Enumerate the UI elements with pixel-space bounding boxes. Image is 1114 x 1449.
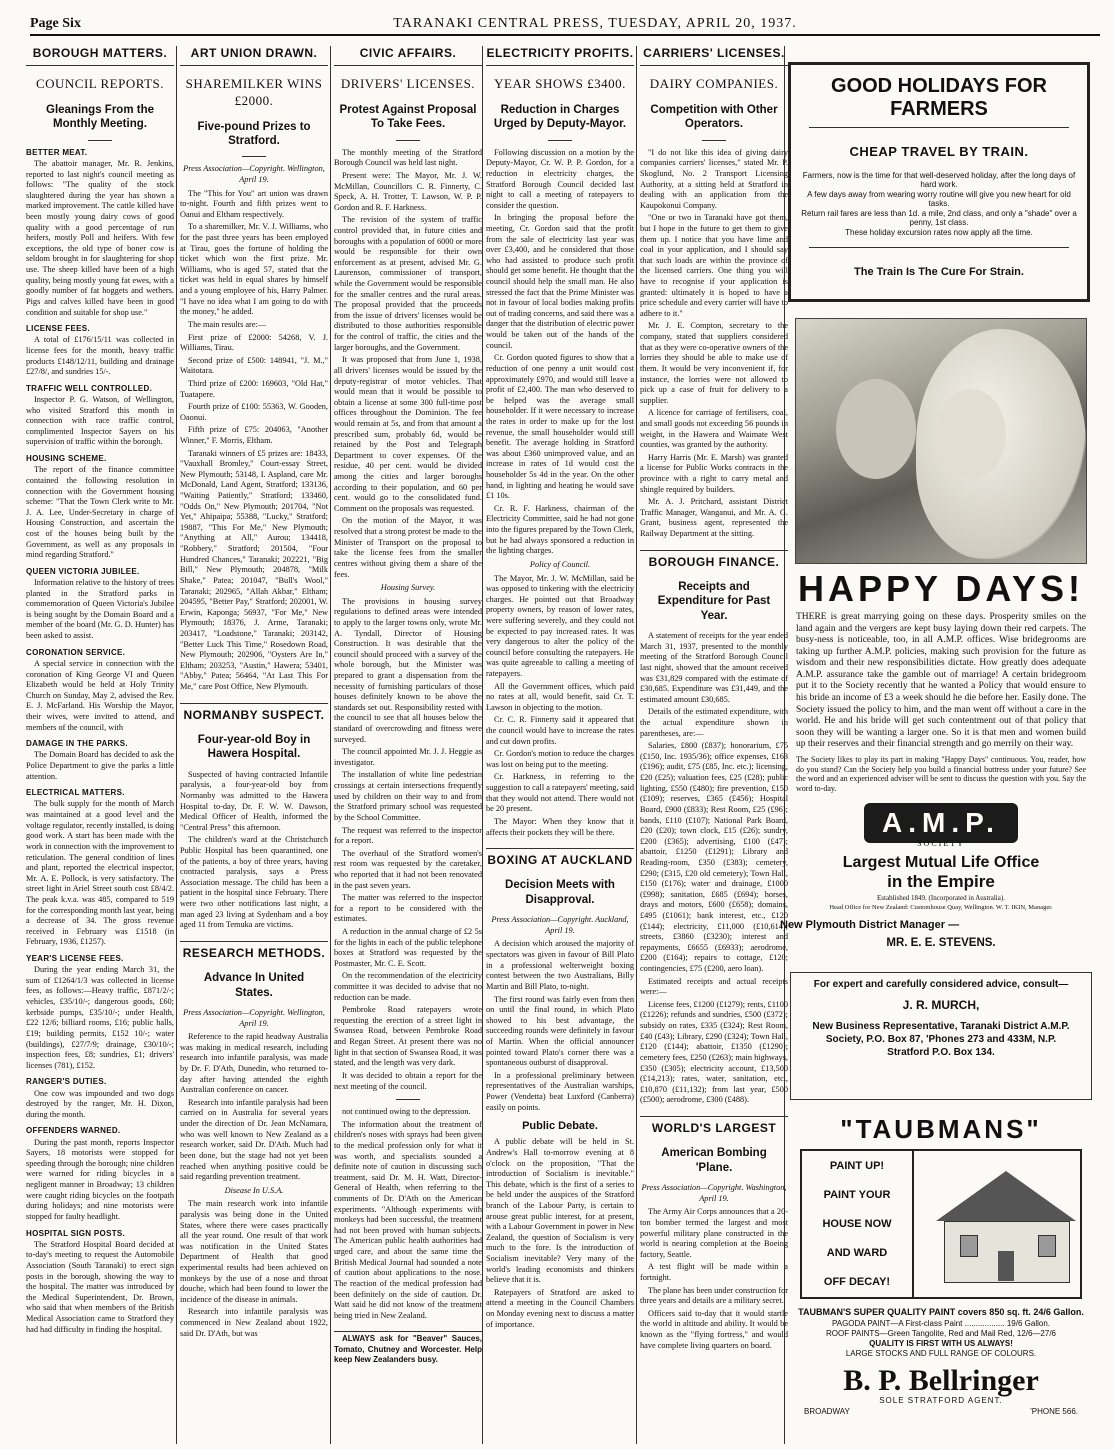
section-header: NORMANBY SUSPECT.	[183, 707, 325, 722]
article-subhead: COUNCIL REPORTS.	[35, 76, 165, 92]
article-break	[486, 848, 634, 849]
divider	[396, 140, 420, 141]
paragraph: It was proposed that from June 1, 1938, all drivers' licenses would be issued by the deputy-registrar of motor vehicles. That would mean that it would be possible to obtain a license at some 300 full-time post offices throughout the Dominion. The fee would remain at 5s, and from that amount a prescribed sum, probably 6d, would be retained by the Post and Telegraph Department to cover expenses. Of the residue, 40 per cent. would be divided among the cities and larger boroughs according to their population, and 60 per cent. would go to the consolidated fund. Comment on the proposals was requested.	[334, 355, 482, 513]
paragraph: In a professional preliminary between representatives of the Australian warships, Power (Vendetta) beat Luxford (Canberra) easily on points.	[486, 1070, 634, 1112]
section-subhead: CORONATION SERVICE.	[26, 647, 126, 657]
article-break	[334, 1331, 482, 1332]
divider	[702, 140, 726, 141]
article-body	[486, 574, 634, 839]
masthead	[30, 6, 1100, 36]
paragraph: Cr. C. R. Finnerty said it appeared that the council would have to increase the rates and cut down profits.	[486, 715, 634, 746]
advert-title: GOOD HOLIDAYS FOR FARMERS	[831, 75, 1047, 120]
paragraph: The revision of the system of traffic control provided that, in future cities and boroughs with a population of 6000 or more would be responsible for their own enforcement as at present, advised Mr. G. Laurenson, commissioner of transport, while the Government would be responsible for the smaller centres and the rural areas. The proposal provided that the proceeds from the issue of drivers' licenses would be distributed to those authorities responsible for the control of traffic, the cities and the larger boroughs, and the Government.	[334, 215, 482, 352]
section-header: CARRIERS' LICENSES.	[640, 44, 788, 66]
article-headline: Competition with Other Operators.	[650, 103, 778, 131]
paragraph: The installation of white line pedestrian crossings at certain intersections frequently used by children on their way to and from the Stratford primary school was requested by the School Committee.	[334, 770, 482, 822]
divider	[809, 127, 1069, 128]
slogan-line: HOUSE NOW	[822, 1217, 892, 1230]
section-subhead: ELECTRICAL MATTERS.	[26, 788, 125, 798]
article-body	[180, 189, 328, 693]
paragraph: A special service in connection with the coronation of King George VI and Queen Elizabeth would be held at Holy Trinity Church on Sunday, May 2, advised the Rev. E. J. McFarland. His Worship the Mayor, their wives, were invited to attend, and members of the council, with	[26, 658, 174, 732]
paragraph: Details of the estimated expenditure, with the actual expenditure shown in parentheses, are:—	[640, 707, 788, 738]
paragraph: On the motion of the Mayor, it was resolved that a strong protest be made to the Minister of Transport on the proposal to take the license fees from the smaller centres without giving them a share of the fees.	[334, 516, 482, 579]
paragraph: Second prize of £500: 148941, "J. M.," Waitotara.	[180, 355, 328, 376]
slogan-line: OFF DECAY!	[823, 1276, 891, 1289]
section-subhead: RANGER'S DUTIES.	[26, 1077, 107, 1087]
paragraph: The plane has been under construction for three years and details are a military secret.	[640, 1285, 788, 1306]
paragraph: The first round was fairly even from then on until the final round, in which Plato showed to his best advantage, the succeeding rounds were definitely in favour of Martin. When the official announcer pointed toward Plato's corner there was a spontaneous outburst of disapproval.	[486, 994, 634, 1068]
paragraph: Taranaki winners of £5 prizes are: 18433, "Vauxhall Bromley," Court-essay Street, New Plymouth; 53148, I. Aspland, care Mr. McDonald, Land Agent, Stratford; 133136, "Waiting Patiently," Stratford; 133460, "Odds On," New Plymouth; 201704, "Not Yet," Ahipaipa; 55388, "Lucky," Stratford; 19887, "This For Me," New Plymouth; "Anything at All," Aurou; 134418, "Robbery," Stratford; 201504, "Four Hundred Chances," Taranaki; 202221, "Big Bill," New Plymouth; 204878, "Milk Shake," Patea; 201047, "Bull's Wool," Taranaki; 202965, "Allah Akbar," Eltham; 204595, "Better Pay," Stratford; 202001, W. Erwin, Kaponga; 56937, "For Me," New Plymouth; 18376, J. Arme, Taranaki; 203417, "Loadstone," Taranaki; 203142, "Better Luck This Time," Rosedown Road, New Plymouth; 202906, "Oysters Are In," Eltham; 203253, "Austin," Hawera; 53401, "Abby," Patea; 56464, "At Last This For Me," care Post Office, New Plymouth.	[180, 448, 328, 691]
section-subhead: DAMAGE IN THE PARKS.	[26, 739, 128, 749]
article-headline: Reduction in Charges Urged by Deputy-Mayor.	[493, 103, 627, 131]
divider	[548, 140, 572, 141]
advert-line: These holiday excursion rates now apply all the time.	[845, 228, 1033, 237]
paragraph: Ratepayers of Stratford are asked to attend a meeting in the Council Chambers on Monday evening next to discuss a matter of importance.	[486, 1287, 634, 1329]
advert-line: Society, P.O. Box 87, 'Phones 273 and 433M, N.P.	[825, 1034, 1057, 1045]
advert-line: LARGE STOCKS AND FULL RANGE OF COLOURS.	[845, 1349, 1037, 1358]
column-civic-affairs	[334, 44, 482, 1444]
paragraph: The report of the finance committee contained the following resolution in connection with the Government housing scheme: "That the Town Clerk write to Mr. J. A. Lee, Under-Secretary in charge of Housing Construction, and ascertain the cost of the houses being built by the Government, as well as any proposals in mind regarding Stratford."	[26, 465, 174, 560]
paragraph: Pembroke Road ratepayers wrote requesting the erection of a street light in Swansea Road, between Pembroke Road and Regan Street. At present there was no light in that section of Swansea Road, it was stated, and the length was very dark.	[334, 1005, 482, 1068]
article-headline: Public Debate.	[522, 1120, 598, 1133]
house-roof	[936, 1171, 1076, 1221]
holidays-advert	[788, 62, 1090, 302]
byline: Press Association—Copyright. Auckland, April 19.	[491, 915, 629, 935]
article-subhead: Policy of Council.	[529, 559, 591, 569]
article-body	[640, 148, 788, 540]
advert-phone: 'PHONE 566.	[1030, 1407, 1078, 1416]
advert-tagline: Largest Mutual Life Office	[842, 854, 1040, 872]
article-body	[486, 148, 634, 557]
advert-slogan	[800, 1149, 912, 1299]
article-body	[334, 1107, 482, 1321]
taubmans-advert	[790, 1114, 1092, 1434]
article-subhead: YEAR SHOWS £3400.	[494, 76, 626, 92]
advert-footer	[804, 1407, 1078, 1416]
byline: Press Association—Copyright. Wellington, April 19.	[183, 164, 325, 184]
paragraph: Cr. R. F. Harkness, chairman of the Electricity Committee, said he had not gone into the figures prepared by the Town Clerk, but he had always sponsored a reduction in the lighting charges.	[486, 503, 634, 556]
paragraph: The children's ward at the Christchurch Public Hospital has been quarantined, one of the patients, a boy of three years, having contracted paralysis, says a Press Association message. The child has been a patient in the hospital since February. There were two other notifications last night, a man aged 23 living at Sydenham and a boy aged 11 from Temuka are victims.	[180, 835, 328, 930]
divider	[809, 247, 1069, 248]
paragraph: During the past month, reports Inspector Sayers, 18 motorists were stopped for speeding through the borough; nine children were warned for riding bicycles in a negligent manner in Broadway; 13 children were caught riding bicycles on the footpath during holidays; and nine motorists were stopped for faulty headlight.	[26, 1137, 174, 1221]
slogan-line: PAINT YOUR	[823, 1188, 891, 1201]
section-header: BOROUGH FINANCE.	[648, 554, 780, 569]
article-subhead: SHAREMILKER WINS £2000.	[185, 76, 323, 108]
paragraph: The Mayor: When they know that it affects their pockets they will be there.	[486, 816, 634, 837]
house-door	[998, 1251, 1014, 1281]
paragraph: The Army Air Corps announces that a 20-ton bomber termed the largest and most powerful military plane constructed in the world is nearing completion at the Boeing factory, Seattle.	[640, 1207, 788, 1259]
divider	[242, 156, 266, 157]
column-rule	[330, 46, 331, 1444]
article-headline: Gleanings From the Monthly Meeting.	[46, 103, 154, 131]
paragraph: A reduction in the annual charge of £2 5s for the lights in each of the public telephone boxes at Stratford was requested by the Postmaster, Mr. C. E. Scott.	[334, 927, 482, 968]
article-body	[640, 1207, 788, 1351]
amp-logo: A.M.P.	[864, 803, 1018, 843]
paragraph: Cr. Gordon quoted figures to show that a reduction of one penny a unit would cost approximately £970, and would still leave a profit of £2,400. The man who deserved to be helped was the average small householder. If it were necessary to increase the rates in order to make up for the lost revenue, the small householder would still benefit. The average holding in Stratford was about £360 unimproved value, and an increase in rates of 1d would cost the householder 5s 4d in the year. On the other hand, in lighting and heating he would save £1 10s.	[486, 353, 634, 501]
paragraph: Fourth prize of £100: 55363, W. Gooden, Oaonui.	[180, 402, 328, 422]
slogan-line: AND WARD	[826, 1247, 888, 1260]
article-break	[180, 941, 328, 942]
paragraph: Cr. Harkness, in referring to the suggestion to call a ratepayers' meeting, said that they would not attend. There would not be 20 present.	[486, 772, 634, 814]
paragraph: The request was referred to the inspector for a report.	[334, 825, 482, 846]
paragraph: Reference to the rapid headway Australia was making in medical research, including research into infantile paralysis, was made by Dr. F. D'Ath, Dunedin, who returned to-day after having attended the eighth Australian conference on cancer.	[180, 1032, 328, 1095]
advert-agent: SOLE STRATFORD AGENT.	[879, 1396, 1003, 1405]
advert-illustration-box	[800, 1149, 1082, 1299]
house-window	[960, 1235, 978, 1257]
article-body	[334, 148, 482, 580]
paragraph: The Mayor, Mr. J. W. McMillan, said he was opposed to tinkering with the electricity charges. He pointed out that Broadway property owners, by reason of lower rates, were suffering severely, and they could not be expected to pay increased rates. It was very dangerous to alter the policy of the council before consulting the ratepayers. He was quite agreeable to calling a meeting of ratepayers.	[486, 573, 634, 678]
advert-tagline: in the Empire	[887, 872, 995, 892]
newspaper-title: TARANAKI CENTRAL PRESS, TUESDAY, APRIL 20, 1937.	[393, 16, 797, 31]
divider	[396, 1099, 420, 1100]
paragraph: The monthly meeting of the Stratford Borough Council was held last night.	[334, 147, 482, 168]
sauce-advert: ALWAYS ask for "Beaver" Sauces, Tomato, Chutney and Worcester. Help keep New Zealanders busy.	[334, 1334, 482, 1364]
column-art-union	[180, 44, 328, 1444]
advert-street: BROADWAY	[804, 1407, 850, 1416]
article-subhead: Housing Survey.	[380, 583, 436, 593]
advert-line: Return rail fares are less than 1d. a mile, 2nd class, and only a "shade" over a penny, 1st class.	[801, 209, 1077, 227]
paragraph: Suspected of having contracted Infantile paralysis, a four-year-old boy from Normanby was admitted to the Hawera Hospital to-day, Dr. F. W. W. Dawson, Medical Officer of Health, informed the "Central Press" this afternoon.	[180, 769, 328, 832]
advert-line: QUALITY IS FIRST WITH US ALWAYS!	[869, 1339, 1013, 1348]
paragraph: Mr. A. J. Pritchard, assistant District Traffic Manager, Wanganui, and Mr. A. G. Grant, business agent, represented the Railway Department at the sitting.	[640, 497, 788, 539]
paragraph: Present were: The Mayor, Mr. J. W. McMillan, Councillors C. R. Finnerty, C. Speck, A. H. Trotter, T. Lawson, W. P. P. Gordon and R. F. Harkness.	[334, 170, 482, 212]
paragraph: The "This for You" art union was drawn to-night. Fourth and fifth prizes went to Oanui and Eltham respectively.	[180, 188, 328, 219]
paragraph: The Domain Board has decided to ask the Police Department to give the parks a little attention.	[26, 750, 174, 781]
advert-title: "TAUBMANS"	[840, 1114, 1042, 1144]
paragraph: The overhaul of the Stratford women's rest room was requested by the caretaker, who reported that it had not been renovated in the past seven years.	[334, 848, 482, 890]
article-break	[180, 703, 328, 704]
section-subhead: HOUSING SCHEME.	[26, 454, 107, 464]
paragraph: Cr. Gordon's motion to reduce the charges was lost on being put to the meeting.	[486, 749, 634, 769]
paragraph: To a sharemilker, Mr. V. J. Williams, who for the past three years has been employed at Tirau, goes the fortune of holding the ticket which won the first prize. Mr. Williams, who is aged 57, stated that the ticket was held in equal shares by himself and a young employee of his, Harry Palmer. "I have no idea what I am going to do with the money," he added.	[180, 222, 328, 317]
paragraph: One cow was impounded and two dogs destroyed by the ranger, Mr. H. Dixon, during the month.	[26, 1088, 174, 1119]
paragraph: Mr. J. E. Compton, secretary to the company, stated that suppliers considered that as they were co-operative owners of the lorries they should be able to make use of them. It would be very inconvenient if, for instance, the lorries were not allowed to pick up a case of fruit for delivery to a supplier.	[640, 321, 788, 405]
article-subhead: Disease In U.S.A.	[224, 1185, 284, 1195]
paragraph: All the Government offices, which paid no rates at all, would benefit, said Cr. T. Lawson in objecting to the motion.	[486, 681, 634, 712]
section-header: ELECTRICITY PROFITS.	[486, 44, 634, 66]
article-headline: Protest Against Proposal To Take Fees.	[339, 103, 477, 131]
paragraph: A licence for carriage of fertilisers, coal, and small goods not exceeding 56 pounds in weight, in the Hawera and Waimate West counties, was granted by the authority.	[640, 408, 788, 450]
byline: Press Association—Copyright. Washington, April 19.	[641, 1183, 787, 1203]
advert-line: Stratford P.O. Box 134.	[887, 1047, 995, 1058]
divider	[88, 140, 112, 141]
column-electricity-profits	[486, 44, 634, 1444]
article-subhead: DAIRY COMPANIES.	[649, 76, 779, 92]
paragraph: Fifth prize of £75: 204063, "Another Winner," F. Morris, Eltham.	[180, 425, 328, 445]
paragraph: Following discussion on a motion by the Deputy-Mayor, Cr. W. P. P. Gordon, for a reduction in electricity charges, the Stratford Borough Council decided last night to call a meeting of ratepayers to consider the question.	[486, 147, 634, 210]
article-body	[180, 1032, 328, 1183]
paragraph: On the recommendation of the electricity committee it was decided to advise that no reduction can be made.	[334, 971, 482, 1002]
page-number: Page Six	[30, 16, 81, 31]
article-sections	[26, 148, 174, 1335]
article-body	[486, 939, 634, 1113]
paragraph: A total of £176/15/11 was collected in license fees for the month, heavy traffic products £148/12/11, building and drainage £27/8/, and sundries 15/-.	[26, 335, 174, 377]
article-body	[334, 597, 482, 1092]
paragraph: "One or two in Taranaki have got them, but I hope in the future to get them to give them up. I notice that you have lime and coal in your application, and I should say that such loads are within the province of the licensed carriers. One thing you will have to recognise if your application is granted: ultimately it is hoped to have a price schedule and every carrier will have to adhere to it."	[640, 213, 788, 318]
wedding-couple-photo	[795, 318, 1087, 564]
advert-line: PAGODA PAINT—A First-class Paint .................. 19/6 Gallon.	[832, 1319, 1050, 1328]
paragraph: The Stratford Hospital Board decided at to-day's meeting to request the Automobile Association (South Taranaki) to erect sign posts in the borough, showing the way to the hospital. The matter was introduced by the Medical Superintendent, Dr. Brown, who said that when members of the British Medical Association came to Stratford they had had difficulty in finding the hospital.	[26, 1239, 174, 1334]
paragraph: It was decided to obtain a report for the next meeting of the council.	[334, 1070, 482, 1091]
paragraph: Research into infantile paralysis was commenced in New Zealand about 1922, said Dr. D'Ath, but was	[180, 1307, 328, 1338]
murch-advert	[790, 972, 1092, 1100]
advert-body: THERE is great marrying going on these days. Prosperity smiles on the land again and the vergers are kept busy laying down their red carpets. The busy-ness is noticeable, too, in all A.M.P. offices. Wise bridegrooms are taking up further A.M.P. policies, making such provision for the future as wisdom and their new responsibilities dictate. How greatly does adequate A.M.P. assurance take the gamble out of marriage! A certain bridegroom put it to the Society recently that he wanted a Policy that would ensure to his bride an income of £3 a week should he die before her. Easily done. The Society issued the policy to him, and the man went off without a care in the world. He and his bride will get such contentment out of that policy that soon they will be wanting a larger one. So it is that men and women build up their reserves and their financial strength and go merrily on their way.	[796, 612, 1086, 750]
advert-small-print: The Society likes to play its part in making "Happy Days" continuous. You, reader, how do you stand? Can the Society help you build a financial buttress under your future? See the word and an experienced adviser will be sent to discuss the question with you. Say the word to-day.	[796, 754, 1086, 793]
advert-line: ROOF PAINTS—Green Tangolite, Red and Mail Red, 12/6—27/6	[825, 1329, 1057, 1338]
article-headline: Decision Meets with Disapproval.	[505, 879, 615, 906]
paragraph: The information about the treatment of children's noses with sprays had been given to the medical profession only for what it was worth, and specialists sounded a definite note of caution in discussing such treatment, said Dr. M. H. Watt, Director-General of Health, when referring to the comments of Dr. D'Ath on the American experiments. "Although experiments with monkeys had been successful, the treatment had not been proved with human subjects. The American public health authorities had urged care, and about the same time the British Medical Journal had sounded a note of caution about applications to the nose. The reaction of the medical profession had been definitely on the side of caution. Dr. Watt said he did not know of the treatment being tried in New Zealand.	[334, 1119, 482, 1320]
byline: Press Association—Copyright. Wellington, April 19.	[183, 1007, 325, 1028]
article-body	[180, 1199, 328, 1339]
house-window	[1038, 1235, 1056, 1257]
paragraph: The matter was referred to the inspector for a report to be considered with the estimates.	[334, 893, 482, 924]
advert-line: Farmers, now is the time for that well-deserved holiday, after the long days of hard work.	[802, 171, 1076, 189]
paragraph: A statement of receipts for the year ended March 31, 1937, presented to the monthly meeting of the Stratford Borough Council last night, showed that the amount received was £31,829 compared with the estimate of £30,685. Expenditure was £31,449, and the estimated amount £30,685.	[640, 631, 788, 704]
paragraph: License fees, £1200 (£1279); rents, £1100 (£1226); refunds and sundries, £500 (£372); subsidy on rates, £335 (£324); Rest Room, £40 (£43); Library, £290 (£324); Town Hall, £120 (£144); abattoir, £1350 (£1290); cemetery fees, £250 (£263); main highways, £350 (£305); electricity account, £13,500 (£14,213); rates, water, sanitation, etc., £10,870 (£11,132); from last year, £500 (£500); aerodrome, £300 (£488).	[640, 999, 788, 1105]
paragraph: Inspector P. G. Watson, of Wellington, who visited Stratford this month in connection with race traffic control, complimented Inspector Sayers on his supervision of traffic within the borough.	[26, 395, 174, 447]
column-carriers-licenses	[640, 44, 788, 1444]
paragraph: A decision which aroused the majority of spectators was given in favour of Bill Plato in a professional welterweight boxing contest between the two Australians, Billy Martin and Bill Plato, to-night.	[486, 939, 634, 991]
section-header: ART UNION DRAWN.	[180, 44, 328, 66]
section-header: RESEARCH METHODS.	[182, 945, 326, 960]
article-headline: Advance In United States.	[203, 972, 305, 999]
article-body	[486, 1137, 634, 1330]
paragraph: A public debate will be held in St. Andrew's Hall to-morrow evening at 8 o'clock on the proposition, "That the introduction of Socialism is inevitable." This debate, which is the first of a series to be held under the auspices of the Stratford branch of the Labour Party, is certain to arouse great public interest, for at present, with a Labour Government in power in New Zealand, the question of Socialism is very much to the fore. Is the introduction of Socialism inevitable? Very many of the world's leading economists and thinkers believe that it is.	[486, 1137, 634, 1285]
paragraph: The council appointed Mr. J. J. Heggie as investigator.	[334, 747, 482, 767]
house-illustration	[912, 1149, 1082, 1299]
section-subhead: QUEEN VICTORIA JUBILEE.	[26, 566, 140, 576]
section-subhead: OFFENDERS WARNED.	[26, 1126, 121, 1136]
paragraph: The main results are:—	[188, 319, 267, 329]
advert-line: For expert and carefully considered advice, consult—	[813, 979, 1069, 990]
paragraph: The bulk supply for the month of March was maintained at a good level and the voltage regulator, recently installed, is doing good work. A start has been made with the work in connection with the improvement to reticulation. The general condition of lines and plant, reported the electrical inspector, Mr. A. E. Pollock, is very satisfactory. The street light in Ariel Street south cost £8/4/2. The peak k.v.a. was 485, compared to 519 for the corresponding month last year, being a decrease of 34. The gross revenue received in February was £1518 (in February, 1936, £1257).	[26, 799, 174, 947]
advert-line: New Business Representative, Taranaki District A.M.P.	[812, 1021, 1070, 1032]
paragraph: Third prize of £200: 169603, "Old Hat," Tuatapere.	[180, 378, 328, 399]
section-header: WORLD'S LARGEST	[651, 1120, 777, 1135]
amp-logo-sub: SOCIETY	[917, 839, 965, 849]
advert-name: J. R. MURCH,	[902, 998, 980, 1012]
column-rule	[482, 46, 483, 1444]
paragraph: The provisions in housing survey regulations to defined areas were intended to apply to the larger towns only, wrote Mr. A. Tyndall, Director of Housing Construction. It was desirable that the council should proceed with a survey of the whole borough, but the Minister was prepared to grant a dispensation from the necessity of furnishing particulars of those houses definitely known to be above the standards set out. Responsibility rested with the council to see that all houses below the standard of overcrowding and fitness were surveyed.	[334, 596, 482, 744]
paragraph: The main research work into infantile paralysis was being done in the United States, where there were cases practically all the year round. One result of that work was notification in the United States Department of Health that good experimental results had been achieved on monkeys by the use of a nose and throat douche, which had been found to lower the incidence of the disease in animals.	[180, 1199, 328, 1304]
paragraph: "I do not like this idea of giving dairy companies carriers' licenses," stated Mr. P. Skoglund, No. 2 Transport Licensing Authority, at a sitting held at Stratford in dealing with an application from the Kaupokonui Company.	[640, 147, 788, 210]
section-header: BOXING AT AUCKLAND	[487, 853, 633, 868]
paragraph: First prize of £2000: 54268, V. J. Williams, Tirau.	[180, 332, 328, 353]
advert-line: A few days away from wearing worry routine will give you new heart for old tasks.	[807, 190, 1071, 208]
article-break	[640, 550, 788, 551]
article-body	[180, 770, 328, 931]
paragraph: In bringing the proposal before the meeting, Cr. Gordon said that the profit from the sale of electricity last year was over £3,400, and he considered that those who had assisted to produce such profit should get some benefit. He thought that the council should help the small man. He also stressed the fact that the Prime Minister was not in favour of local bodies making profits out of trading concerns, and said there was a danger that the distribution of electric power would be taken out of the hands of the council.	[486, 213, 634, 350]
section-header: CIVIC AFFAIRS.	[334, 44, 482, 66]
paragraph: Estimated receipts and actual receipts were:—	[640, 976, 788, 997]
section-subhead: HOSPITAL SIGN POSTS.	[26, 1228, 126, 1238]
paragraph: Research into infantile paralysis had been carried on in Australia for several years under the direction of Dr. Jean McNamara, who was well known to New Zealand as a research worker, said Dr. D'Ath. Much had been done, but the stage had not yet been reached when anything positive could be said regarding prevention treatment.	[180, 1097, 328, 1182]
advert-tagline: The Train Is The Cure For Strain.	[854, 266, 1024, 278]
advert-line: TAUBMAN'S SUPER QUALITY PAINT covers 850 sq. ft. 24/6 Gallon.	[798, 1307, 1084, 1317]
paragraph: During the year ending March 31, the sum of £1264/1/3 was collected in license fees, as follows:—Heavy traffic, £871/2/-; vehicles, £35/10/-; dangerous goods, £60; kerbside pumps, £35/10/-; under Health, £22 12/6; billiard rooms, £16; public halls, £19; building permits, £152 10/-; water (buildings), £27/7/9; drainage, £30/10/-; inspection fees, £8; sundries, £1; drivers' licenses (781), £152.	[26, 965, 174, 1070]
bride-face	[936, 389, 1006, 479]
article-break	[640, 1116, 788, 1117]
amp-advert	[780, 318, 1092, 950]
advert-subtitle: CHEAP TRAVEL BY TRAIN.	[849, 144, 1029, 159]
slogan-line: PAINT UP!	[829, 1159, 885, 1172]
section-subhead: TRAFFIC WELL CONTROLLED.	[26, 383, 153, 393]
article-body	[640, 631, 788, 1106]
advert-headline: HAPPY DAYS!	[797, 568, 1085, 609]
column-borough-matters	[26, 44, 174, 1444]
section-subhead: LICENSE FEES.	[26, 324, 90, 334]
paragraph: Officers said to-day that it would startle the world in altitude and ability. It would be known as the "flying fortress," and would have complete living quarters on board.	[640, 1308, 788, 1350]
head-office-note: Head Office for New Zealand: Customhouse Quay, Wellington. W. T. IKIN, Manager.	[829, 904, 1053, 912]
section-subhead: YEAR'S LICENSE FEES.	[26, 954, 124, 963]
paragraph: Information relative to the history of trees planted in the Stratford parks in commemoration of Queen Victoria's Jubilee is being sought by the Domain Board and a member of the board (Mr. G. D. Hunter) has been asked to assist.	[26, 578, 174, 641]
advert-brand: B. P. Bellringer	[843, 1364, 1039, 1397]
established-note: Established 1849. (Incorporated in Australia).	[877, 894, 1005, 903]
article-subhead: DRIVERS' LICENSES.	[340, 76, 476, 92]
article-headline: Four-year-old Boy in Hawera Hospital.	[197, 733, 311, 761]
article-headline: American Bombing 'Plane.	[661, 1147, 767, 1174]
groom-face	[836, 379, 916, 479]
column-rule	[636, 46, 637, 1444]
article-headline: Receipts and Expenditure for Past Year.	[657, 581, 771, 622]
paragraph: Salaries, £800 (£837); honorarium, £75 (£150, Inc. 1935/36); office expenses, £163 (£196); audit, £75 (£85, Inc. etc.); licensing, £20 (£25); valuation fees, £25 (£28); public lighting, £550 (£480); fire prevention, £150 (£109); reserves, £365 (£456); Hospital Board, £900 (£833); Rest Room, £25 (£96); bands, £110 (£107); National Park Board, £20 (£20); town clock, £15 (£26); sundry, £200 (£365); advertising, £100 (£47); abattoir, £1250 (£1291); Library and Reading-room, £350 (£383); cemetery, £290; (£315, £20 old cemetery); Town Hall, £150 (£176); water and drainage, £1000 (£998); sanitation, £685 (£694); horses, drays and motors, £600 (£658); domains, £495 (£1061); bank interest, etc., £120 (£144); electricity, £11,000 (£10,614); streets, £3860 (£3230); interest and repayments, £6655 (£6933); aerodrome, £200 (£164); repairs to cottage, £120; contingencies, £75 (£200, aero loan).	[640, 741, 788, 974]
article-headline: Five-pound Prizes to Stratford.	[197, 120, 311, 147]
paragraph: not continued owing to the depression.	[342, 1107, 471, 1117]
paragraph: Harry Harris (Mr. E. Marsh) was granted a license for Public Works contracts in the province with a right to carry metal and shingle required by builders.	[640, 452, 788, 494]
column-rule	[176, 46, 177, 1444]
district-label: New Plymouth District Manager —	[780, 919, 960, 932]
paragraph: A test flight will be made within a fortnight.	[640, 1262, 788, 1282]
section-subhead: BETTER MEAT.	[26, 147, 88, 157]
section-header: BOROUGH MATTERS.	[26, 44, 174, 66]
paragraph: The abattoir manager, Mr. R. Jenkins, reported to last night's council meeting as follows: "The quality of the stock slaughtered during the year has shown a marked improvement. The cattle killed have been mostly young dairy cows of good quality with a good percentage of run heifers, mostly Poll and heifers. With few exceptions, the old type of boner cow is seldom brought in for slaughtering for shop use. The sheep killed have been of a high quality, being mostly young fat ewes, with a goodly number of fat hoggets and wethers. Pigs and calves killed have been in good condition and suitable for shop use."	[26, 158, 174, 317]
manager-name: MR. E. E. STEVENS.	[886, 937, 996, 950]
